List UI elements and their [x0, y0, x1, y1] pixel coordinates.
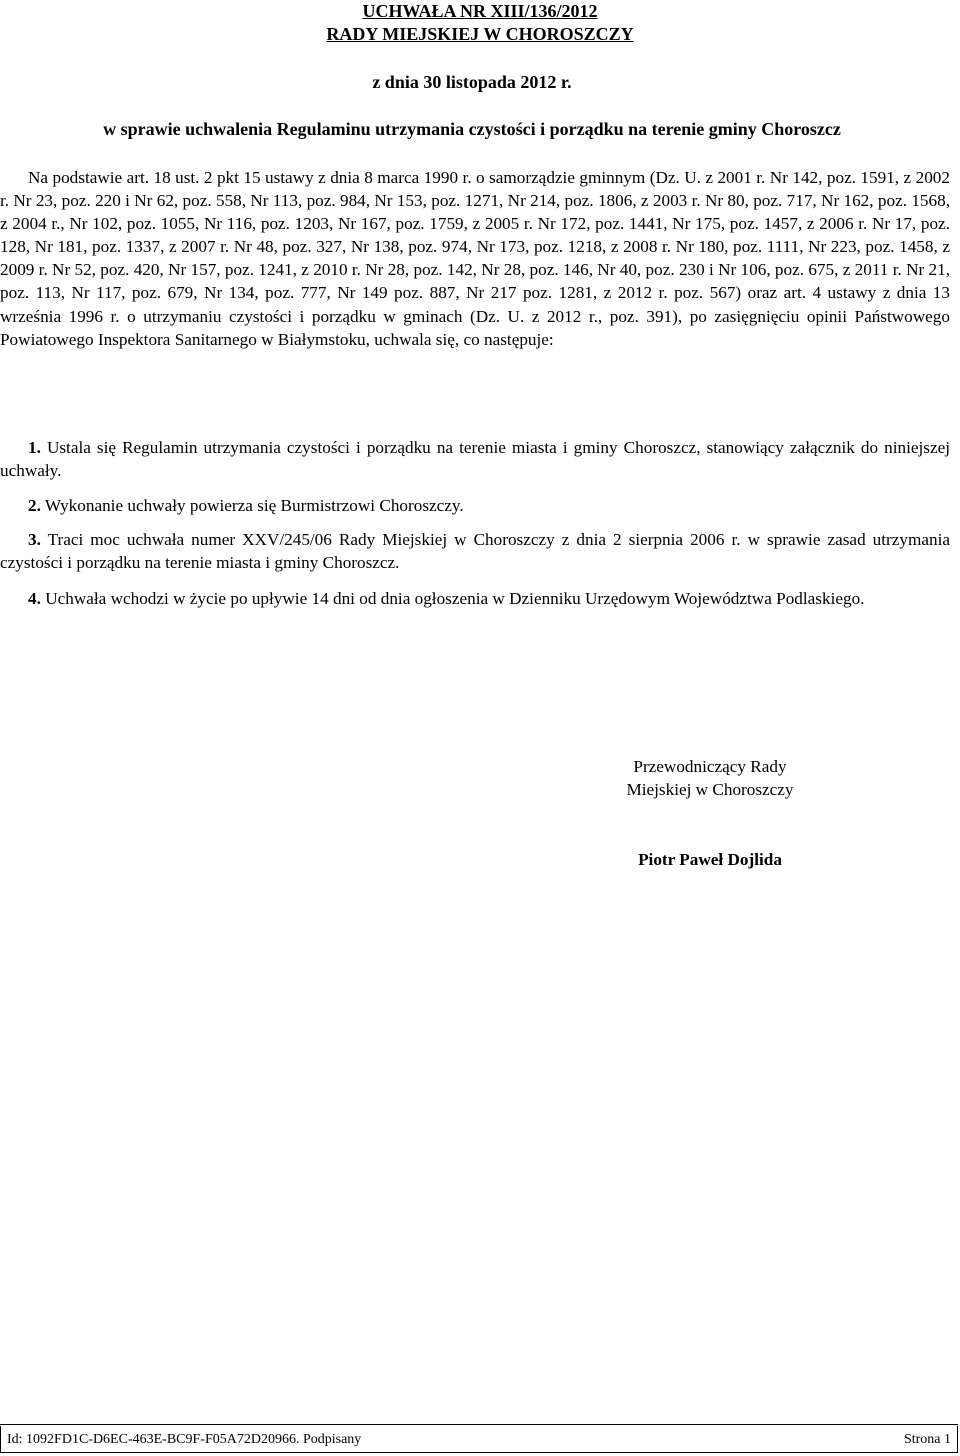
document-subject: w sprawie uchwalenia Regulaminu utrzymania czystości i porządku na terenie gminy Choroszcz	[103, 119, 841, 139]
section-2-number: 2.	[28, 496, 41, 515]
page-footer	[0, 1426, 958, 1453]
signature-role	[590, 755, 830, 801]
title-line-1: UCHWAŁA NR XIII/136/2012	[362, 1, 598, 21]
section-3-text: Traci moc uchwała numer XXV/245/06 Rady Miejskiej w Choroszczy z dnia 2 sierpnia 2006 r. w sprawie zasad utrzymania czystości i porządku na terenie miasta i gminy Choroszcz.	[0, 530, 950, 573]
section-1-text: Ustala się Regulamin utrzymania czystości i porządku na terenie miasta i gminy Choroszcz, stanowiący załącznik do niniejszej uchwały.	[0, 438, 950, 481]
section-1-number: 1.	[28, 438, 41, 457]
section-2	[0, 494, 950, 517]
section-4-text: Uchwała wchodzi w życie po upływie 14 dni od dnia ogłoszenia w Dzienniku Urzędowym Województwa Podlaskiego.	[40, 589, 865, 608]
section-1	[0, 436, 950, 482]
document-date: z dnia 30 listopada 2012 r.	[372, 72, 572, 92]
title-line-2: RADY MIEJSKIEJ W CHOROSZCZY	[326, 24, 634, 44]
section-2-text: Wykonanie uchwały powierza się Burmistrzowi Choroszczy.	[40, 496, 464, 515]
footer-document-id: Id: 1092FD1C-D6EC-463E-BC9F-F05A72D20966. Podpisany	[7, 1432, 362, 1447]
section-4-number: 4.	[28, 589, 41, 608]
preamble-paragraph: Na podstawie art. 18 ust. 2 pkt 15 ustawy z dnia 8 marca 1990 r. o samorządzie gminnym (Dz. U. z 2001 r. Nr 142, poz. 1591, z 2002 r. Nr 23, poz. 220 i Nr 62, poz. 558, Nr 113, poz. 984, Nr 153, poz. 1271, Nr 214, poz. 1806, z 2003 r. Nr 80, poz. 717, Nr 162, poz. 1568, z 2004 r., Nr 102, poz. 1055, Nr 116, poz. 1203, Nr 167, poz. 1759, z 2005 r. Nr 172, poz. 1441, Nr 175, poz. 1457, z 2006 r. Nr 17, poz. 128, Nr 181, poz. 1337, z 2007 r. Nr 48, poz. 327, Nr 138, poz. 974, Nr 173, poz. 1218, z 2008 r. Nr 180, poz. 1111, Nr 223, poz. 1458, z 2009 r. Nr 52, poz. 420, Nr 157, poz. 1241, z 2010 r. Nr 28, poz. 142, Nr 28, poz. 146, Nr 40, poz. 230 i Nr 106, poz. 675, z 2011 r. Nr 21, poz. 113, Nr 117, poz. 679, Nr 134, poz. 777, Nr 149 poz. 887, Nr 217 poz. 1281, z 2012 r. poz. 567) oraz art. 4 ustawy z dnia 13 września 1996 r. o utrzymaniu czystości i porządku w gminach (Dz. U. z 2012 r., poz. 391), po zasięgnięciu opinii Państwowego Powiatowego Inspektora Sanitarnego w Białymstoku, uchwala się, co następuje:	[0, 168, 950, 349]
signature-name: Piotr Paweł Dojlida	[638, 850, 782, 869]
signature-role-line-1: Przewodniczący Rady	[633, 757, 787, 776]
document-title	[0, 0, 960, 46]
footer-divider	[0, 1424, 958, 1425]
section-3-number: 3.	[28, 530, 41, 549]
section-4	[0, 587, 950, 610]
section-3	[0, 528, 950, 574]
footer-page-number: Strona 1	[903, 1432, 951, 1447]
signature-role-line-2: Miejskiej w Choroszczy	[626, 780, 794, 800]
